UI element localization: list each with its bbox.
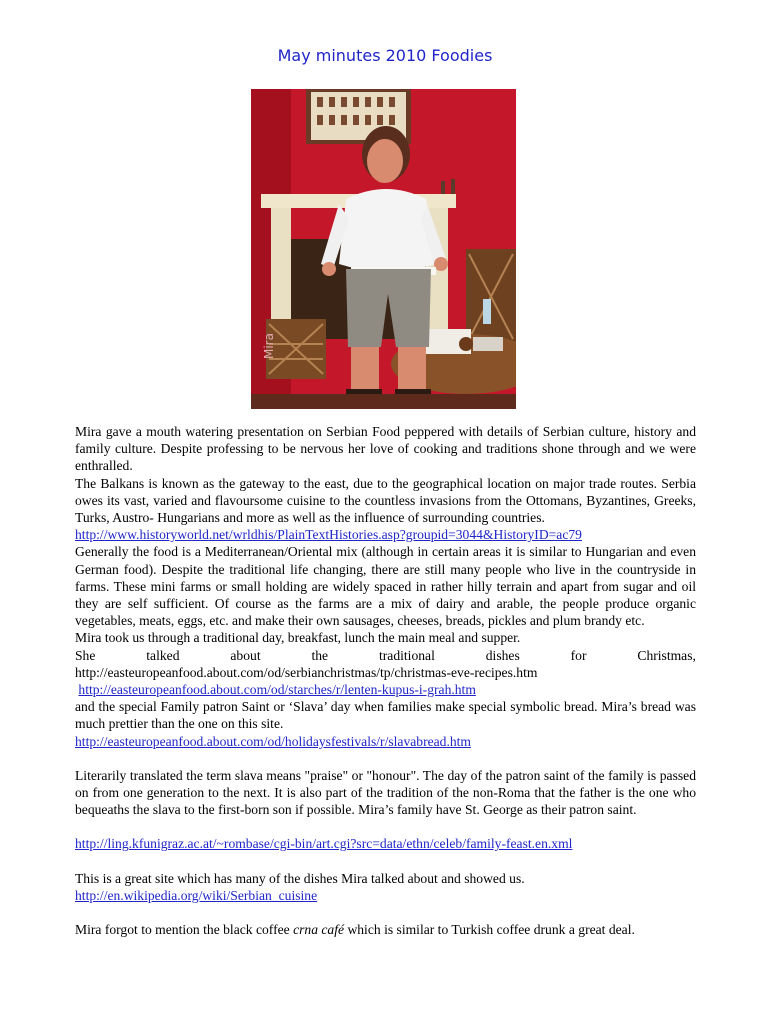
paragraph-traditional-day: Mira took us through a traditional day, breakfast, lunch the main meal and supper. — [75, 630, 521, 646]
christmas-line — [75, 647, 696, 664]
text-span: which is similar to Turkish coffee drunk a great deal. — [344, 922, 635, 938]
link-family-feast[interactable]: http://ling.kfunigraz.ac.at/~rombase/cgi-bin/art.cgi?src=data/ethn/celeb/family-feast.en.xml — [75, 836, 573, 852]
word: Christmas, — [637, 647, 696, 663]
link-historyworld[interactable]: http://www.historyworld.net/wrldhis/PlainTextHistories.asp?groupid=3044&HistoryID=ac79 — [75, 527, 582, 543]
text-span: Mira forgot to mention the black coffee — [75, 922, 294, 938]
word: dishes — [485, 647, 520, 663]
paragraph-slava-meaning: Literarily translated the term slava means "praise" or "honour". The day of the patron saint of the family is passed on from one generation to the next. It is also part of the tradition of the non-Roma that the father is the one who bequeaths the slava to the first-born son if possible. Mira’s family have St. George as their patron saint. — [75, 767, 696, 818]
word: She — [75, 647, 96, 663]
minutes-body — [75, 423, 696, 938]
crna-cafe-term: crna café — [293, 922, 345, 938]
paragraph-coffee — [75, 921, 696, 938]
paragraph-food-mix: Generally the food is a Mediterranean/Oriental mix (although in certain areas it is similar to Hungarian and even German food). Despite the traditional life changing, there are still many people who live in the countryside in farms. These mini farms or small holding are widely spaced in rather hilly terrain and apart from sugar and oil they are self sufficient. Of course as the farms are a mix of dairy and arable, the people produce organic vegetables, meats, eggs, etc. and make their own sausages, cheeses, breads, pickles and plum brandy etc. — [75, 544, 696, 629]
link-slava-bread[interactable]: http://easteuropeanfood.about.com/od/holidaysfestivals/r/slavabread.htm — [75, 733, 472, 749]
word: the — [311, 647, 329, 663]
word: about — [230, 647, 261, 663]
page-title: May minutes 2010 Foodies — [277, 46, 493, 65]
paragraph-balkans: The Balkans is known as the gateway to the east, due to the geographical location on major trade routes. Serbia owes its vast, varied and flavoursome cuisine to the countless invasions from the Ottomans, Byzantines, Greeks, Turks, Austro- Hungarians and more as well as the influence of surrounding countries. — [75, 475, 696, 526]
word: talked — [146, 647, 180, 663]
word: for — [570, 647, 587, 663]
link-wikipedia-serbian-cuisine[interactable]: http://en.wikipedia.org/wiki/Serbian_cuisine — [75, 887, 318, 903]
url-christmas-recipes: http://easteuropeanfood.about.com/od/serbianchristmas/tp/christmas-eve-recipes.htm — [75, 664, 538, 680]
photo-watermark: Mira — [262, 333, 276, 359]
paragraph-slava: and the special Family patron Saint or ‘Slava’ day when families make special symbolic bread. Mira’s bread was much prettier than the one on this site. — [75, 699, 696, 732]
paragraph-great-site: This is a great site which has many of the dishes Mira talked about and showed us. — [75, 870, 525, 886]
link-lenten-kupus[interactable]: http://easteuropeanfood.about.com/od/starches/r/lenten-kupus-i-grah.htm — [78, 682, 476, 698]
word: traditional — [378, 647, 435, 663]
photo-mira-presenting — [251, 89, 516, 409]
paragraph-intro: Mira gave a mouth watering presentation on Serbian Food peppered with details of Serbian culture, history and family culture. Despite professing to be nervous her love of cooking and traditions shone through and we were enthralled. — [75, 424, 696, 474]
photo-illustration — [251, 89, 516, 409]
